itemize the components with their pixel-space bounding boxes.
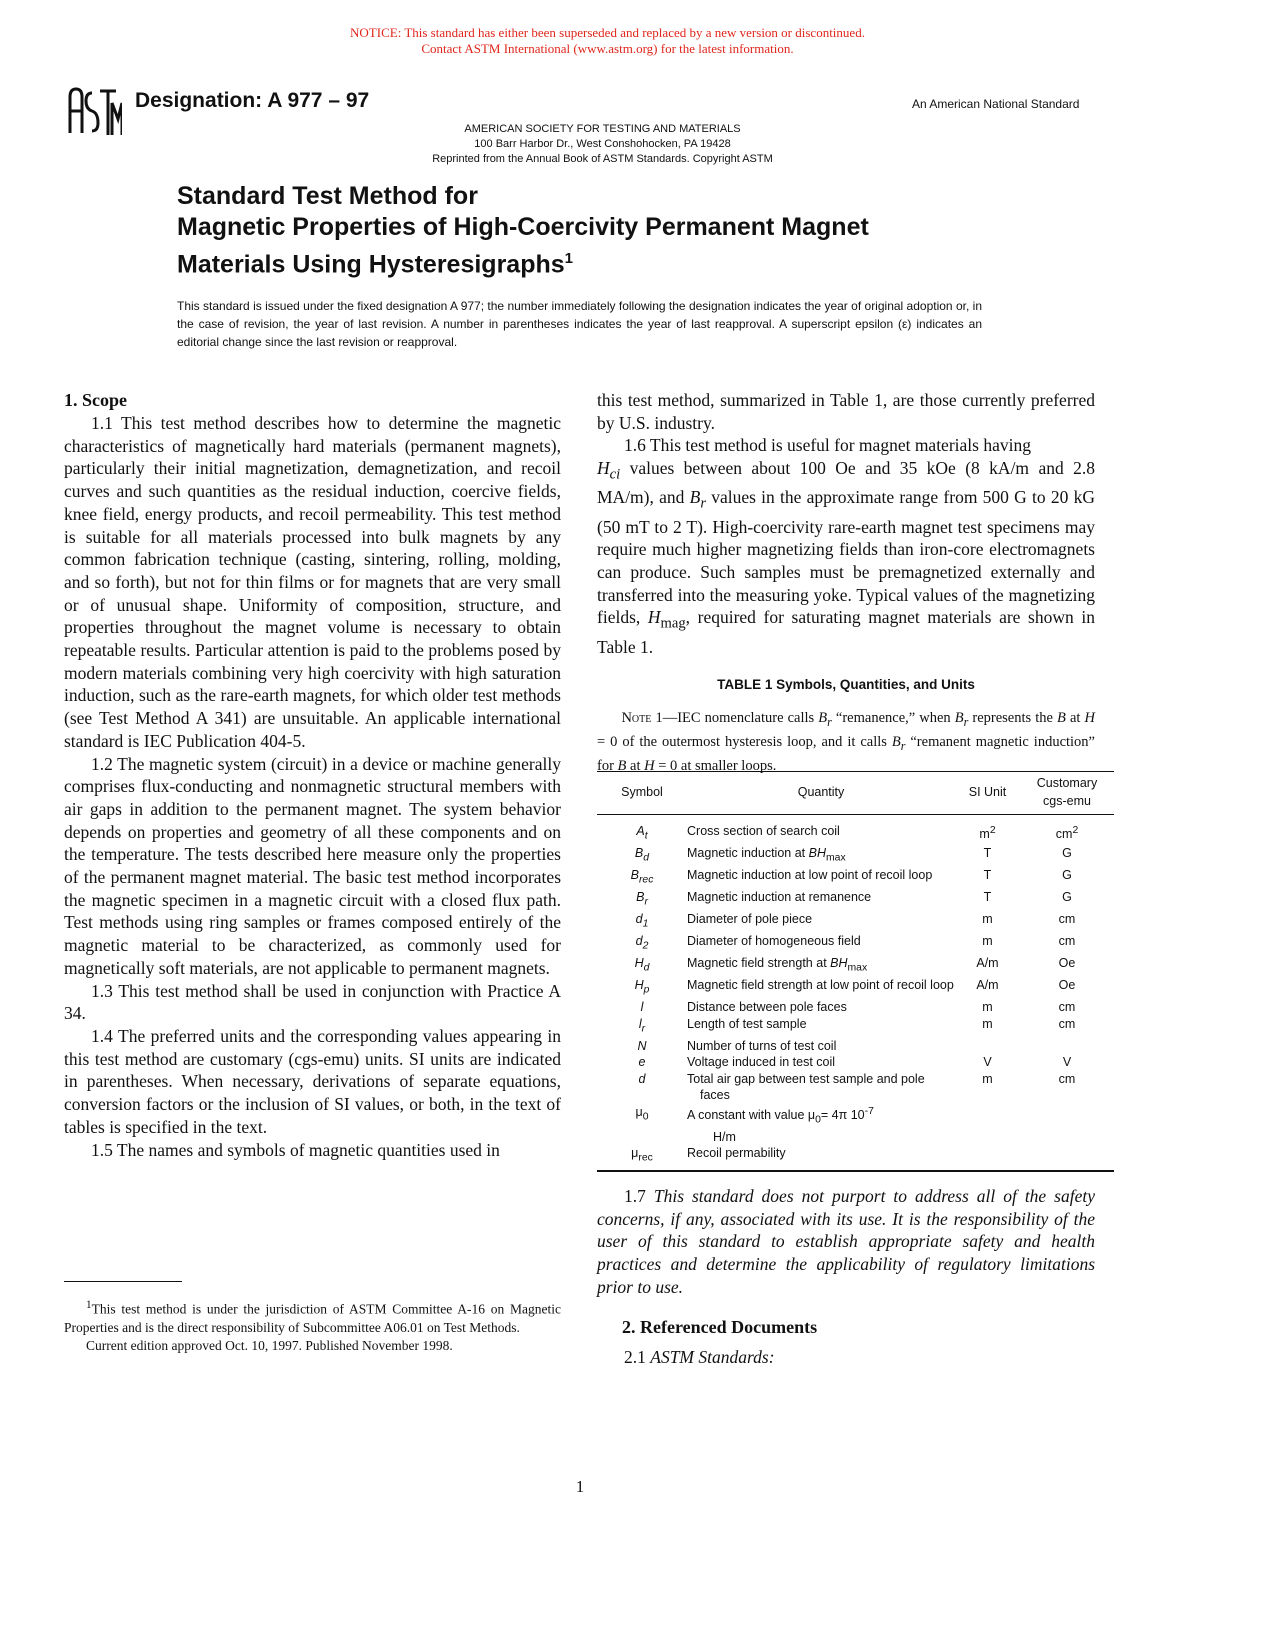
cell-symbol: $H_d$ <box>634 956 650 974</box>
right-column <box>597 389 1095 658</box>
table-row <box>597 911 1114 933</box>
astm-logo <box>66 85 122 142</box>
cell-quantity: Cross section of search coil <box>687 824 840 838</box>
cell-symbol: N <box>637 1038 647 1053</box>
cell-si-unit: $m^2$ <box>979 825 996 842</box>
table-header-row <box>597 772 1114 815</box>
para-1-6: 1.6 This test method is useful for magnet materials having $H_{ci}$ values between about 100 Oe and 35 kOe (8 kA/m and 2.8 MA/m), and $B_r$ values in the approximate range from 500 G to 20 kG (50 mT to 2 T). High-coercivity rare-earth magnet test specimens may require much higher magnetizing fields than iron-core electromagnets can produce. Such samples must be premagnetized externally and transferred into the measuring yoke. Typical values of the magnetizing fields, $H_{mag}$, required for saturating magnet materials are shown in Table 1. <box>597 435 1095 657</box>
section-1-heading: 1. Scope <box>64 390 127 410</box>
title-line-1: Standard Test Method for <box>177 182 478 210</box>
cell-si-unit: T <box>983 868 992 882</box>
cell-cgs-unit <box>1020 1145 1114 1171</box>
table-row <box>597 933 1114 955</box>
cell-symbol: $d_2$ <box>635 934 649 952</box>
cell-symbol: $\mu_0$ <box>635 1104 649 1122</box>
para-1-2: 1.2 The magnetic system (circuit) in a device or machine generally comprises flux-conducting and nonmagnetic structural members with air gaps in addition to the permanent magnet. The system behavior depends on properties and geometry of all these components and on the temperature. The tests described here measure only the properties of the permanent magnet material. The basic test method incorporates the magnetic specimen in a magnetic circuit with a closed flux path. Test methods using ring samples or frames composed entirely of the magnetic material to be characterized, as commonly used for magnetically soft materials, are not applicable to permanent magnets. <box>64 753 561 978</box>
table-1 <box>597 771 1114 1172</box>
cell-cgs-unit: Oe <box>1058 956 1076 970</box>
cell-quantity: Length of test sample <box>687 1016 807 1031</box>
issuance-statement: This standard is issued under the fixed designation A 977; the number immediately following the designation indicates the year of original adoption or, in the case of revision, the year of last revision. A number in parentheses indicates the year of last reapproval. A superscript epsilon (ε) indicates an editorial change since the last revision or reapproval. <box>177 299 982 349</box>
cell-si-unit <box>955 1145 1020 1171</box>
cell-si-unit: V <box>983 1055 992 1069</box>
cell-quantity: Magnetic induction at $BH_{max}$ <box>687 846 846 864</box>
cell-symbol: $A_t$ <box>636 824 648 842</box>
page-number: 1 <box>575 1477 585 1496</box>
cell-cgs-unit: V <box>1062 1055 1072 1069</box>
notice-line-2: Contact ASTM International (www.astm.org) for the latest information. <box>421 41 794 56</box>
cell-symbol: l <box>640 1000 644 1014</box>
col-symbol: Symbol <box>597 772 687 815</box>
reprint-line: Reprinted from the Annual Book of ASTM Standards. Copyright ASTM <box>432 153 773 165</box>
col-si-unit: SI Unit <box>955 772 1020 815</box>
cell-symbol: $l_r$ <box>638 1016 646 1034</box>
notice-line-1: NOTICE: This standard has either been superseded and replaced by a new version or discontinued. <box>350 25 865 40</box>
society-address: 100 Barr Harbor Dr., West Conshohocken, PA 19428 <box>474 138 731 150</box>
para-1-7-safety: 1.7 This standard does not purport to address all of the safety concerns, if any, associated with its use. It is the responsibility of the user of this standard to establish appropriate safety and health practices and determine the applicability of regulatory limitations prior to use. <box>597 1186 1096 1297</box>
para-2-1: 2.1 ASTM Standards: <box>624 1347 775 1367</box>
footnotes <box>64 1296 561 1355</box>
cell-cgs-unit <box>1020 1104 1114 1146</box>
cell-symbol: $\mu_{rec}$ <box>597 1145 687 1171</box>
cell-si-unit <box>955 1038 1020 1055</box>
cell-si-unit: m <box>982 1016 993 1031</box>
cell-quantity: Distance between pole faces <box>687 1000 847 1014</box>
cell-quantity: Number of turns of test coil <box>687 1038 837 1053</box>
col-quantity: Quantity <box>687 772 955 815</box>
title-line-3: Materials Using Hysteresigraphs$^1$ <box>177 250 573 279</box>
table-row <box>597 977 1114 999</box>
cell-cgs-unit: cm <box>1058 1016 1076 1031</box>
astm-logo-icon <box>66 85 122 137</box>
cell-quantity: Diameter of homogeneous field <box>687 934 861 948</box>
cell-cgs-unit: cm <box>1058 934 1076 948</box>
cell-symbol: e <box>638 1055 646 1069</box>
cell-si-unit: A/m <box>976 956 999 970</box>
cell-quantity: Total air gap between test sample and pole faces <box>687 1071 925 1102</box>
cell-si-unit: m <box>982 1000 993 1014</box>
table-row <box>597 955 1114 977</box>
table-row <box>597 999 1114 1016</box>
document-title <box>177 181 869 280</box>
supersede-notice <box>0 25 1215 57</box>
para-1-1: 1.1 This test method describes how to determine the magnetic characteristics of magnetically hard materials (permanent magnets), particularly their initial magnetization, demagnetization, and recoil curves and such quantities as the residual induction, coercive fields, knee field, energy products, and recoil permeability. This test method is suitable for all materials processed into bulk magnets by any common fabrication technique (casting, sintering, rolling, molding, and so forth), but not for thin films or for magnets that are very small or of unusual shape. Uniformity of composition, structure, and properties throughout the magnet volume is necessary to obtain repeatable results. Particular attention is paid to the problems posed by modern materials combining very high coercivity with high saturation induction, such as the rare-earth magnets, for which older test methods (see Test Method A 341) are unsuitable. An applicable international standard is IEC Publication 404-5. <box>64 413 561 751</box>
cell-cgs-unit: G <box>1062 868 1072 882</box>
cell-quantity: Magnetic induction at low point of recoil loop <box>687 868 933 882</box>
cell-cgs-unit <box>1020 1038 1114 1055</box>
para-1-4: 1.4 The preferred units and the corresponding values appearing in this test method are customary (cgs-emu) units. SI units are indicated in parentheses. When necessary, derivations of separate equations, conversion factors or the inclusion of SI values, or both, in the text of tables is specified in the text. <box>64 1025 561 1137</box>
cell-si-unit <box>955 1104 1020 1146</box>
national-standard-label: An American National Standard <box>912 97 1080 111</box>
table-row <box>597 1038 1114 1055</box>
table-1-note: Note 1—IEC nomenclature calls $B_r$ “remanence,” when $B_r$ represents the B at H = 0 of the outermost hysteresis loop, and it calls $B_r$ “remanent magnetic induction” for B at H = 0 at smaller loops. <box>597 710 1095 774</box>
cell-symbol: $d_1$ <box>635 912 649 930</box>
para-1-5-continued: this test method, summarized in Table 1, are those currently preferred by U.S. industry. <box>597 390 1095 433</box>
designation: Designation: A 977 – 97 <box>135 89 370 112</box>
title-footnote-mark[interactable]: 1 <box>564 250 573 267</box>
table-row <box>597 1016 1114 1038</box>
section-2-heading: 2. Referenced Documents <box>622 1317 818 1337</box>
cell-quantity: Magnetic field strength at low point of recoil loop <box>687 978 954 992</box>
table-row <box>597 889 1114 911</box>
cell-cgs-unit: cm <box>1058 912 1076 926</box>
society-name: AMERICAN SOCIETY FOR TESTING AND MATERIALS <box>464 123 741 135</box>
cell-quantity: Voltage induced in test coil <box>687 1055 836 1069</box>
cell-quantity: Magnetic induction at remanence <box>687 890 872 904</box>
cell-quantity: Magnetic field strength at $BH_{max}$ <box>687 956 868 974</box>
table-row <box>597 1054 1114 1071</box>
cell-symbol: $B_d$ <box>634 846 650 864</box>
cell-quantity: A constant with value $\mu_0= 4\pi$ $10^{-7}$ H/m <box>687 1105 874 1144</box>
cell-cgs-unit: G <box>1062 890 1072 904</box>
col-cgs: Customary cgs-emu <box>1020 772 1114 815</box>
table-row <box>597 867 1114 889</box>
footnote-divider <box>64 1281 182 1282</box>
para-1-3: 1.3 This test method shall be used in conjunction with Practice A 34. <box>64 980 561 1024</box>
para-1-5: 1.5 The names and symbols of magnetic quantities used in <box>91 1139 500 1160</box>
table-row <box>597 1104 1114 1146</box>
cell-si-unit: T <box>983 846 992 860</box>
cell-si-unit: m <box>982 934 993 948</box>
table-row <box>597 815 1114 846</box>
cell-si-unit: T <box>983 890 992 904</box>
cell-quantity: Recoil permability <box>687 1145 955 1171</box>
society-block <box>360 122 845 167</box>
table-row <box>597 1145 1114 1171</box>
table-row <box>597 845 1114 867</box>
cell-si-unit: m <box>982 1071 993 1086</box>
cell-symbol: d <box>638 1071 646 1086</box>
cell-symbol: $B_r$ <box>636 890 648 908</box>
footnote-edition: Current edition approved Oct. 10, 1997. Published November 1998. <box>86 1337 453 1353</box>
left-column <box>64 412 561 1161</box>
footnote-1: $^1$This test method is under the jurisdiction of ASTM Committee A-16 on Magnetic Properties and is the direct responsibility of Subcommittee A06.01 on Test Methods. <box>64 1299 561 1335</box>
cell-quantity: Diameter of pole piece <box>687 912 813 926</box>
cell-cgs-unit: cm <box>1058 1071 1076 1086</box>
cell-cgs-unit: $cm^2$ <box>1055 825 1079 842</box>
title-line-2: Magnetic Properties of High-Coercivity Permanent Magnet <box>177 213 869 241</box>
cell-symbol: $H_p$ <box>634 978 650 996</box>
cell-cgs-unit: Oe <box>1058 978 1076 992</box>
cell-symbol: $B_{rec}$ <box>630 868 654 886</box>
cell-si-unit: m <box>982 912 993 926</box>
cell-cgs-unit: cm <box>1058 1000 1076 1014</box>
table-1-caption: TABLE 1 Symbols, Quantities, and Units <box>717 677 975 692</box>
table-row <box>597 1071 1114 1104</box>
cell-cgs-unit: G <box>1062 846 1072 860</box>
cell-si-unit: A/m <box>976 978 999 992</box>
